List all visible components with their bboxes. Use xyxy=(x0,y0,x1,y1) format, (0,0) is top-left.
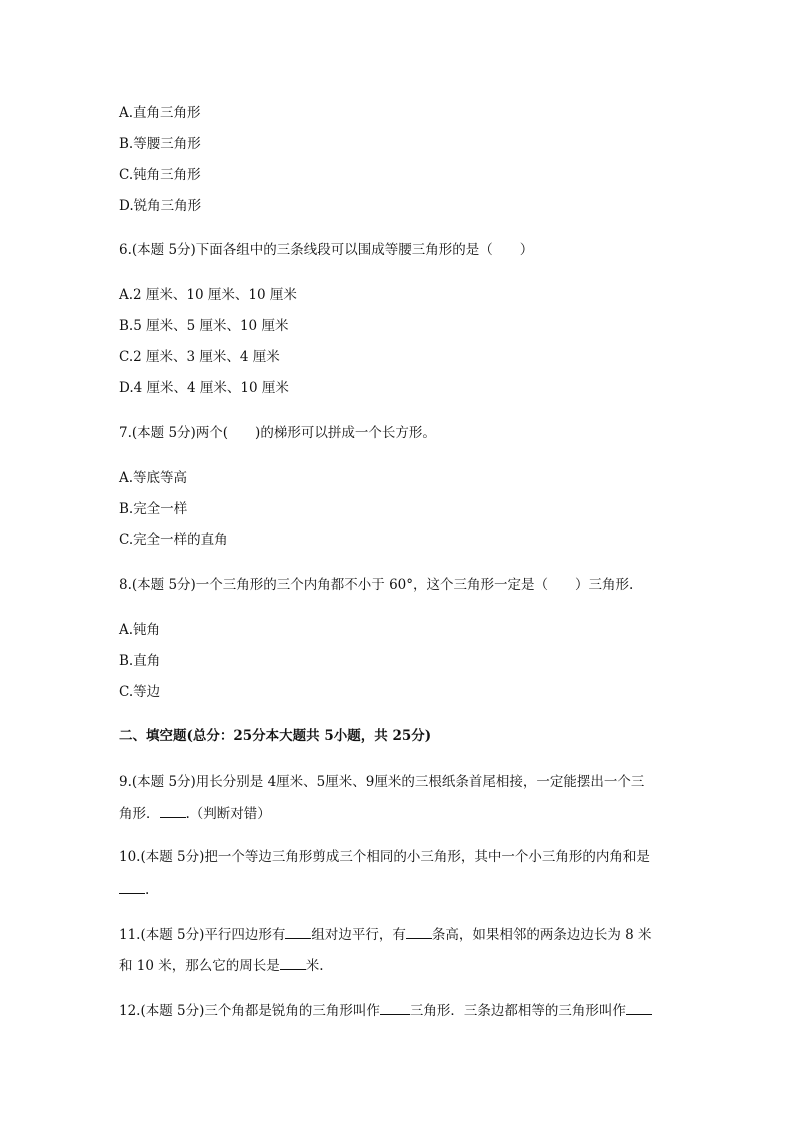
q12-blank-2[interactable] xyxy=(626,1000,652,1015)
q11-blank-1[interactable] xyxy=(285,924,311,939)
q7-option-a: A.等底等高 xyxy=(119,470,188,486)
q11-line-2 xyxy=(119,955,324,975)
q9-text-after-blank: .（判断对错） xyxy=(185,806,271,822)
q5-option-a: A.直角三角形 xyxy=(119,105,201,121)
q12-line-1 xyxy=(119,1000,652,1020)
q9-answer-blank[interactable] xyxy=(160,803,186,818)
q11-text-a: 11.(本题 5分)平行四边形有 xyxy=(119,927,286,943)
q5-option-d: D.锐角三角形 xyxy=(119,198,202,214)
q8-option-c: C.等边 xyxy=(119,684,161,700)
q6-option-c: C.2 厘米、3 厘米、4 厘米 xyxy=(119,349,280,365)
q6-stem: 6.(本题 5分)下面各组中的三条线段可以围成等腰三角形的是（ ） xyxy=(119,242,534,258)
q7-option-b: B.完全一样 xyxy=(119,501,188,517)
section-heading-fill-in: 二、填空题(总分：25分本大题共 5小题，共 25分) xyxy=(119,728,432,744)
q6-option-a: A.2 厘米、10 厘米、10 厘米 xyxy=(119,287,297,303)
q11-blank-3[interactable] xyxy=(280,955,306,970)
q9-text-before-blank: 角形． xyxy=(119,806,160,822)
q9-line-2 xyxy=(119,803,271,823)
q6-option-b: B.5 厘米、5 厘米、10 厘米 xyxy=(119,318,289,334)
q9-line-1: 9.(本题 5分)用长分别是 4厘米、5厘米、9厘米的三根纸条首尾相接，一定能摆出一个三 xyxy=(119,774,645,790)
q8-stem: 8.(本题 5分)一个三角形的三个内角都不小于 60°，这个三角形一定是（ ）三角形. xyxy=(119,577,634,593)
q11-line-1 xyxy=(119,924,652,944)
q5-option-b: B.等腰三角形 xyxy=(119,136,201,152)
q7-option-c: C.完全一样的直角 xyxy=(119,532,228,548)
q12-blank-1[interactable] xyxy=(380,1000,410,1015)
q10-answer-blank[interactable] xyxy=(119,879,145,894)
q11-text-b: 组对边平行，有 xyxy=(311,927,406,943)
q11-text-c: 条高，如果相邻的两条边边长为 8 米 xyxy=(431,927,652,943)
q7-stem: 7.(本题 5分)两个( )的梯形可以拼成一个长方形。 xyxy=(119,425,436,441)
q10-line-2 xyxy=(119,879,149,899)
q6-option-d: D.4 厘米、4 厘米、10 厘米 xyxy=(119,380,289,396)
q11-text-e: 米. xyxy=(305,958,324,974)
q8-option-a: A.钝角 xyxy=(119,622,161,638)
q12-text-b: 三角形．三条边都相等的三角形叫作 xyxy=(409,1003,626,1019)
q10-text-after-blank: . xyxy=(145,882,150,898)
q10-line-1: 10.(本题 5分)把一个等边三角形剪成三个相同的小三角形，其中一个小三角形的内角和是 xyxy=(119,849,650,865)
q11-text-d: 和 10 米，那么它的周长是 xyxy=(119,958,280,974)
q12-text-a: 12.(本题 5分)三个角都是锐角的三角形叫作 xyxy=(119,1003,380,1019)
q11-blank-2[interactable] xyxy=(406,924,432,939)
q5-option-c: C.钝角三角形 xyxy=(119,167,201,183)
q8-option-b: B.直角 xyxy=(119,653,161,669)
